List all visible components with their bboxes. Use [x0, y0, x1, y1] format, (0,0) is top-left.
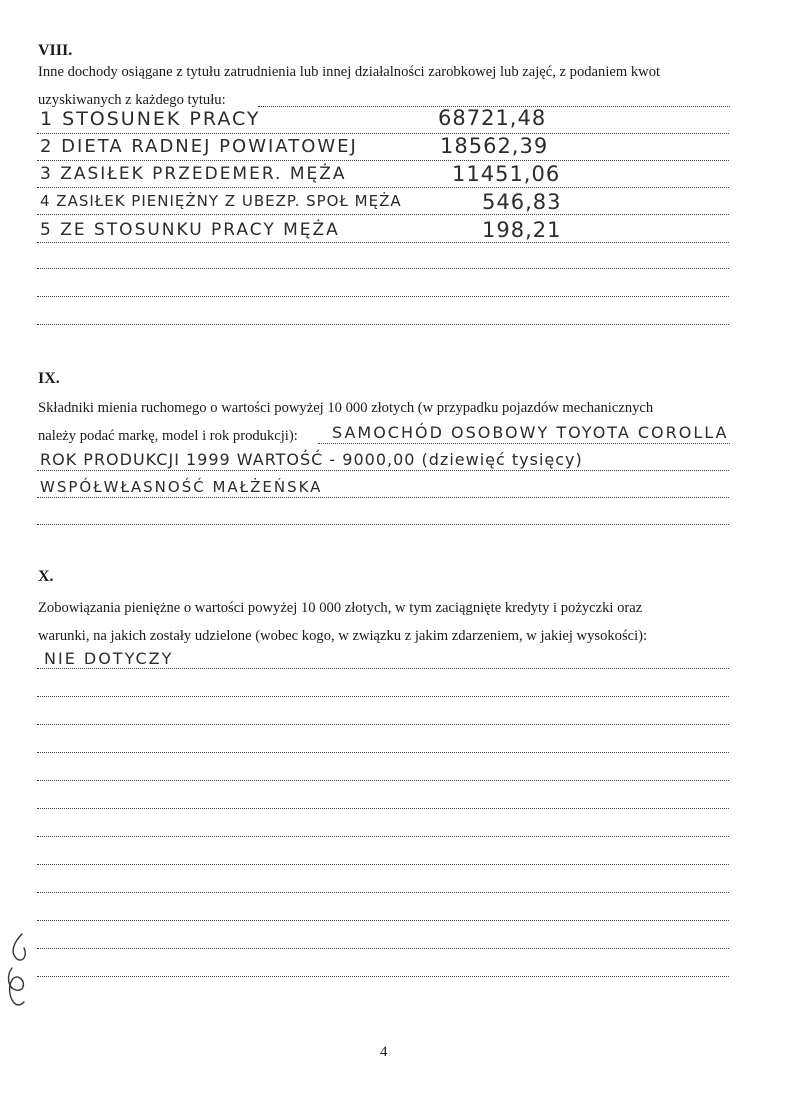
- section-9-description-line2: należy podać markę, model i rok produkcji):: [38, 428, 298, 444]
- dotted-line: [37, 948, 729, 949]
- dotted-line: [37, 892, 729, 893]
- dotted-line: [318, 443, 730, 444]
- property-handwritten-line1: SAMOCHÓD OSOBOWY TOYOTA COROLLA: [332, 423, 729, 442]
- income-entry-5-text: 5 ZE STOSUNKU PRACY MĘŻA: [40, 220, 340, 240]
- dotted-line: [37, 836, 729, 837]
- dotted-line: [37, 470, 729, 471]
- dotted-line: [37, 724, 729, 725]
- page-number: 4: [380, 1044, 388, 1060]
- dotted-line: [37, 187, 729, 188]
- income-entry-3-text: 3 ZASIŁEK PRZEDEMER. MĘŻA: [40, 164, 347, 184]
- dotted-line: [37, 780, 729, 781]
- income-entry-2-amount: 18562,39: [440, 134, 549, 158]
- section-8-description-line2: uzyskiwanych z każdego tytułu:: [38, 92, 226, 108]
- section-10-heading: X.: [38, 568, 54, 585]
- dotted-line: [37, 242, 729, 243]
- dotted-line: [37, 752, 729, 753]
- dotted-line: [37, 808, 729, 809]
- dotted-line: [37, 296, 729, 297]
- liabilities-handwritten: NIE DOTYCZY: [44, 649, 174, 668]
- section-9-heading: IX.: [38, 370, 60, 387]
- dotted-line: [37, 160, 729, 161]
- dotted-line: [37, 497, 729, 498]
- section-8-description-line1: Inne dochody osiągane z tytułu zatrudnienia lub innej działalności zarobkowej lub zajęć, z podaniem kwot: [38, 64, 661, 80]
- dotted-line: [37, 976, 729, 977]
- section-9-description-line1: Składniki mienia ruchomego o wartości powyżej 10 000 złotych (w przypadku pojazdów mechanicznych: [38, 400, 654, 416]
- property-handwritten-line2: ROK PRODUKCJI 1999 WARTOŚĆ - 9000,00 (dziewięć tysięcy): [40, 450, 583, 469]
- property-handwritten-line3: WSPÓŁWŁASNOŚĆ MAŁŻEŃSKA: [40, 478, 323, 496]
- dotted-line: [37, 133, 729, 134]
- income-entry-4-text: 4 ZASIŁEK PIENIĘŻNY Z UBEZP. SPOŁ MĘŻA: [40, 192, 402, 210]
- income-entry-5-amount: 198,21: [482, 218, 562, 242]
- income-entry-1-text: 1 STOSUNEK PRACY: [40, 108, 261, 130]
- dotted-line: [37, 268, 729, 269]
- dotted-line: [37, 696, 729, 697]
- margin-initials-mark: [2, 928, 36, 1012]
- dotted-line: [37, 668, 729, 669]
- income-entry-3-amount: 11451,06: [452, 162, 561, 186]
- income-entry-2-text: 2 DIETA RADNEJ POWIATOWEJ: [40, 136, 358, 157]
- income-entry-4-amount: 546,83: [482, 190, 562, 214]
- section-10-description-line2: warunki, na jakich zostały udzielone (wobec kogo, w związku z jakim zdarzeniem, w jakiej wysokości):: [38, 628, 648, 644]
- dotted-line: [37, 214, 729, 215]
- dotted-line: [37, 324, 729, 325]
- dotted-line: [37, 864, 729, 865]
- section-8-heading: VIII.: [38, 42, 73, 59]
- section-10-description-line1: Zobowiązania pieniężne o wartości powyżej 10 000 złotych, w tym zaciągnięte kredyty i pożyczki oraz: [38, 600, 643, 616]
- dotted-line: [37, 524, 729, 525]
- dotted-line: [37, 920, 729, 921]
- income-entry-1-amount: 68721,48: [438, 106, 547, 130]
